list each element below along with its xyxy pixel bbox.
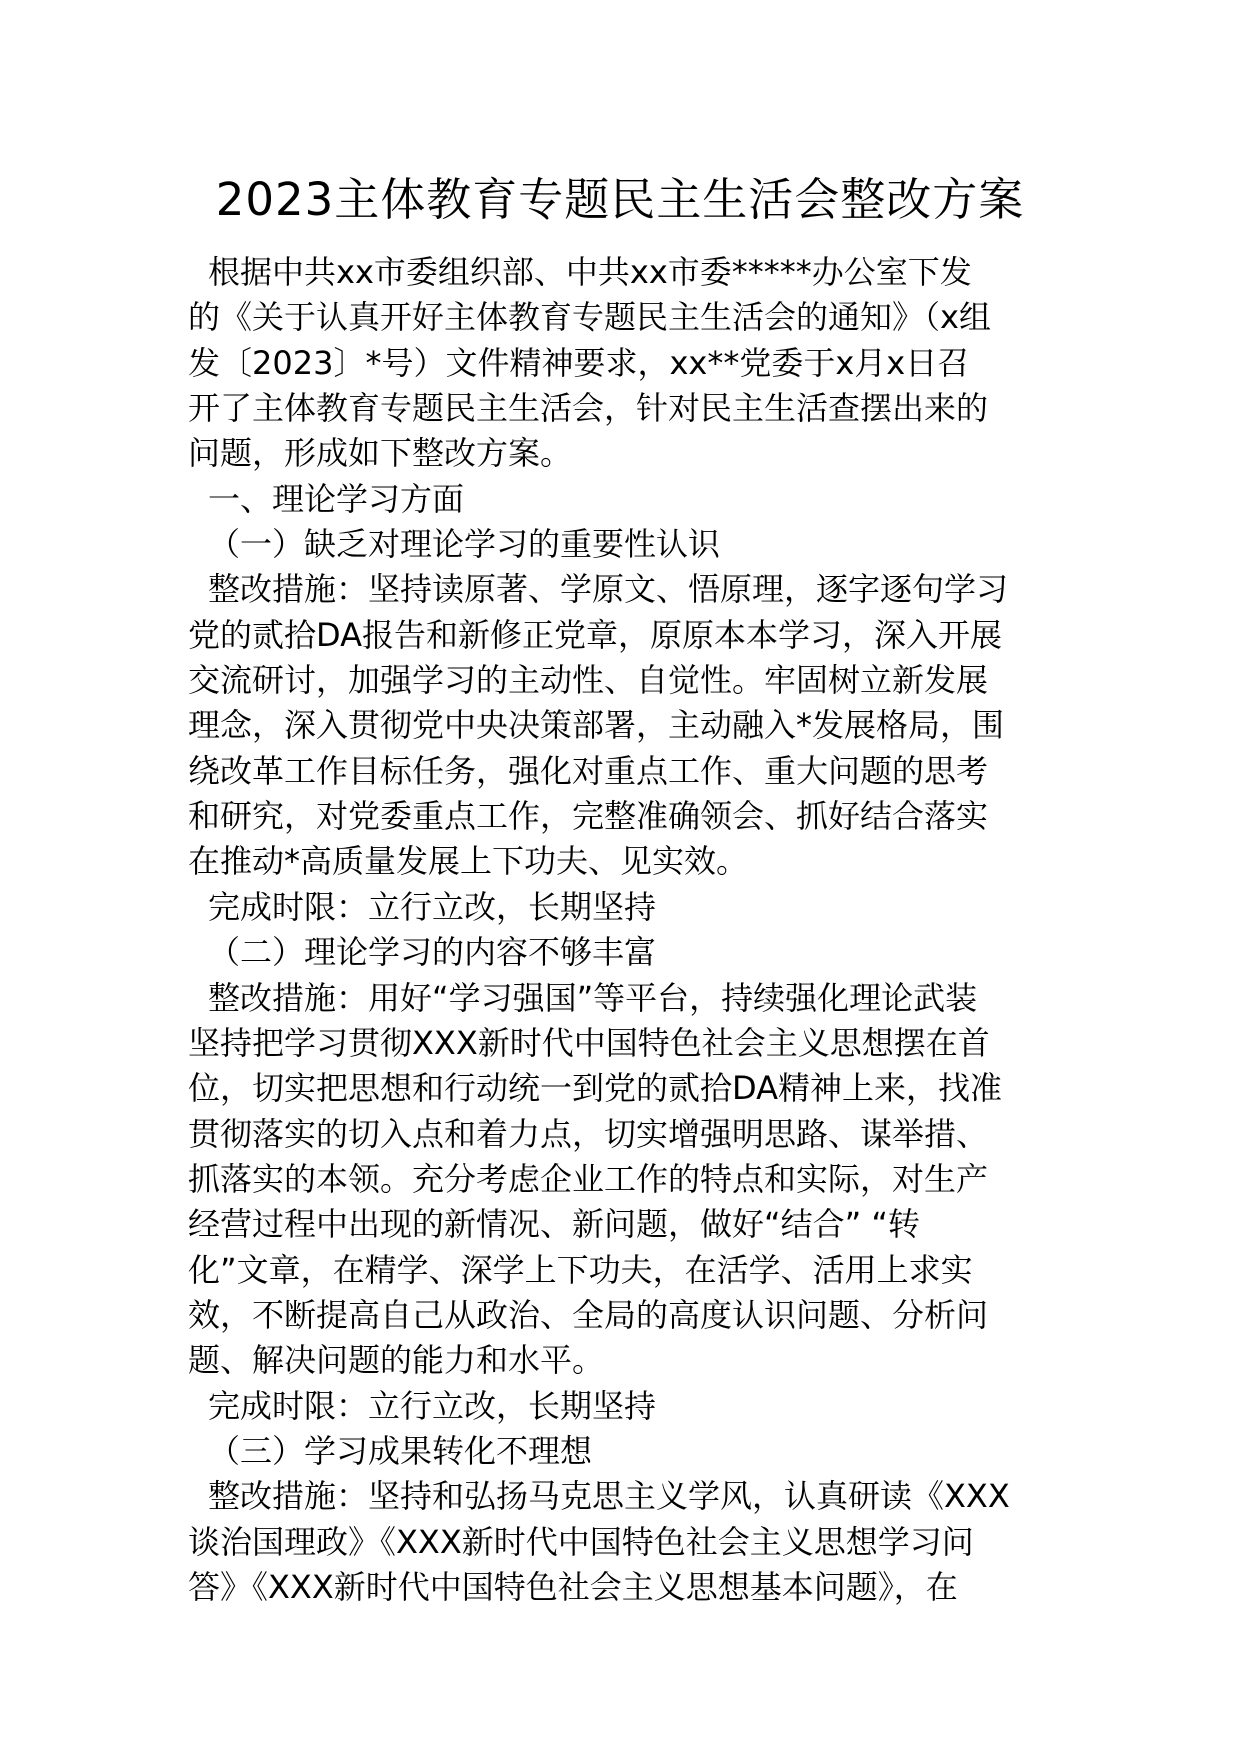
body-line: 答》《XXX新时代中国特色社会主义思想基本问题》，在 xyxy=(188,1567,958,1606)
body-line: 在推动*高质量发展上下功夫、见实效。 xyxy=(188,842,749,881)
body-line: 完成时限：立行立改，长期坚持 xyxy=(208,1386,657,1425)
body-line: 完成时限：立行立改，长期坚持 xyxy=(208,887,657,926)
body-line: 化”文章，在精学、深学上下功夫，在活学、活用上求实 xyxy=(188,1250,973,1289)
body-line: （二）理论学习的内容不够丰富 xyxy=(208,933,657,972)
document-title: 2023主体教育专题民主生活会整改方案 xyxy=(215,173,1025,226)
body-line: 的《关于认真开好主体教育专题民主生活会的通知》（x组 xyxy=(188,298,991,337)
body-line: 题、解决问题的能力和水平。 xyxy=(188,1341,605,1380)
body-line: 整改措施：用好“学习强国”等平台，持续强化理论武装 xyxy=(208,978,978,1017)
body-line: 交流研讨，加强学习的主动性、自觉性。牢固树立新发展 xyxy=(188,661,989,700)
body-line: 党的贰拾DA报告和新修正党章，原原本本学习，深入开展 xyxy=(188,615,1002,654)
body-line: 谈治国理政》《XXX新时代中国特色社会主义思想学习问 xyxy=(188,1522,974,1561)
document-body xyxy=(188,250,1058,1610)
body-line: 发〔2023〕*号）文件精神要求，xx**党委于x月x日召 xyxy=(188,343,970,382)
body-line: 和研究，对党委重点工作，完整准确领会、抓好结合落实 xyxy=(188,797,989,836)
body-line: 整改措施：坚持和弘扬马克思主义学风，认真研读《XXX xyxy=(208,1477,1010,1516)
body-line: 贯彻落实的切入点和着力点，切实增强明思路、谋举措、 xyxy=(188,1114,989,1153)
body-line: 一、理论学习方面 xyxy=(208,479,465,518)
body-line: 理念，深入贯彻党中央决策部署，主动融入*发展格局，围 xyxy=(188,706,1005,745)
body-line: 位，切实把思想和行动统一到党的贰拾DA精神上来，找准 xyxy=(188,1069,1002,1108)
body-line: 坚持把学习贯彻XXX新时代中国特色社会主义思想摆在首 xyxy=(188,1023,990,1062)
body-line: （一）缺乏对理论学习的重要性认识 xyxy=(208,525,721,564)
body-line: 抓落实的本领。充分考虑企业工作的特点和实际，对生产 xyxy=(188,1159,989,1198)
body-line: （三）学习成果转化不理想 xyxy=(208,1431,593,1470)
body-line: 问题，形成如下整改方案。 xyxy=(188,434,573,473)
body-line: 根据中共xx市委组织部、中共xx市委*****办公室下发 xyxy=(208,253,972,291)
body-line: 绕改革工作目标任务，强化对重点工作、重大问题的思考 xyxy=(188,751,989,790)
body-line: 经营过程中出现的新情况、新问题，做好“结合” “转 xyxy=(188,1205,920,1244)
body-line: 开了主体教育专题民主生活会，针对民主生活查摆出来的 xyxy=(188,389,989,428)
body-line: 效，不断提高自己从政治、全局的高度认识问题、分析问 xyxy=(188,1295,989,1334)
body-line: 整改措施：坚持读原著、学原文、悟原理，逐字逐句学习 xyxy=(208,570,1009,609)
